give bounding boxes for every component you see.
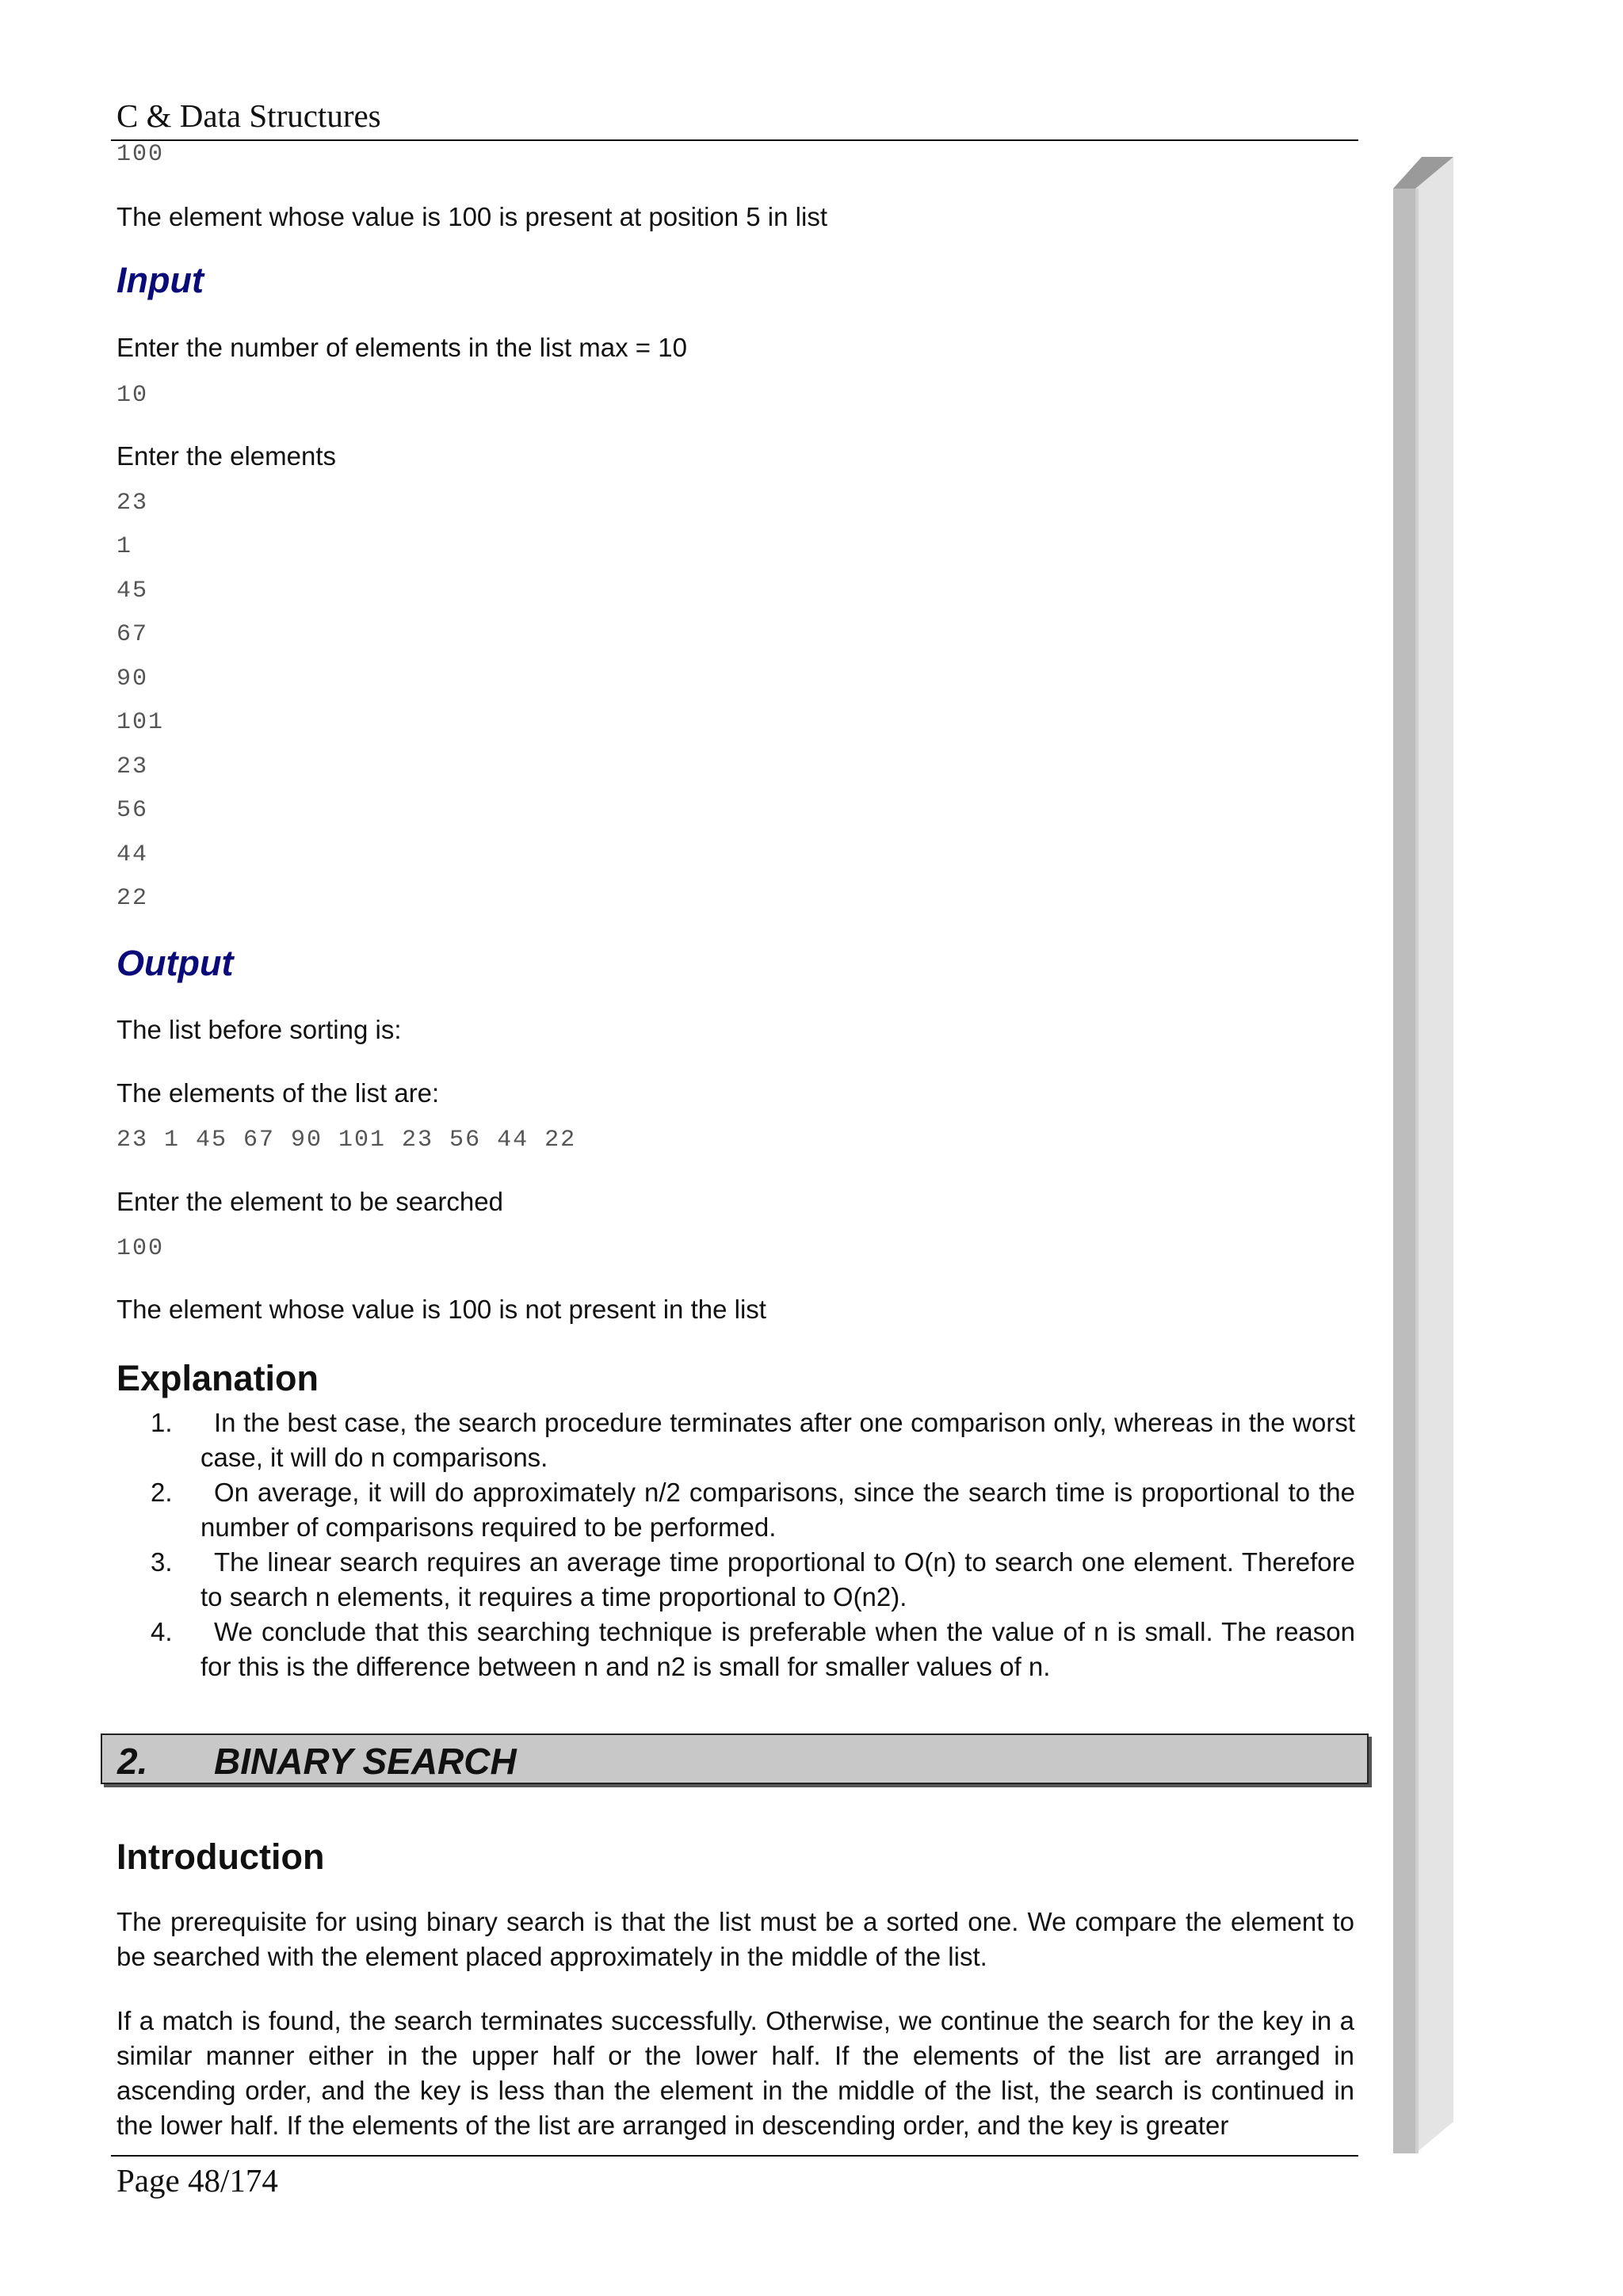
introduction-paragraph-2: If a match is found, the search terminates successfully. Otherwise, we continue the search for the key in a similar manner either in the upper half or the lower half. If the elements of the list are arranged in ascending order, and the key is less than the element in the middle of the list, the search is continued in the lower half. If the elements of the list are arranged in descending order, and the key is greater — [116, 2006, 1354, 2140]
input-element: 45 — [116, 578, 149, 605]
count-value: 10 — [116, 382, 149, 409]
previous-input-value: 100 — [116, 141, 165, 168]
input-element: 90 — [116, 666, 149, 692]
footer-rule — [111, 2155, 1358, 2157]
before-sorting-line: The list before sorting is: — [116, 1015, 402, 1044]
input-element: 101 — [116, 709, 165, 736]
explanation-item: 1. In the best case, the search procedure terminates after one comparison only, whereas in the worst case, it will do n comparisons. — [151, 1408, 1355, 1472]
explanation-list — [151, 1405, 1355, 1684]
introduction-paragraph-1: The prerequisite for using binary search is that the list must be a sorted one. We compare the element to be searched with the element placed approximately in the middle of the list. — [116, 1907, 1354, 1971]
decorative-side-bar — [1387, 151, 1458, 2163]
input-element: 23 — [116, 753, 149, 780]
header-rule — [111, 139, 1358, 141]
section-title: BINARY SEARCH — [214, 1741, 517, 1782]
count-prompt: Enter the number of elements in the list max = 10 — [116, 333, 687, 362]
input-element: 23 — [116, 490, 149, 517]
not-present-line: The element whose value is 100 is not present in the list — [116, 1295, 766, 1324]
previous-result-line: The element whose value is 100 is present at position 5 in list — [116, 202, 827, 231]
running-header: C & Data Structures — [116, 97, 381, 134]
explanation-item: 2. On average, it will do approximately n/2 comparisons, since the search time is proportional to the number of comparisons required to be performed. — [151, 1478, 1355, 1542]
input-element: 22 — [116, 885, 149, 912]
introduction-heading: Introduction — [116, 1836, 325, 1877]
input-element: 1 — [116, 533, 133, 560]
search-prompt: Enter the element to be searched — [116, 1187, 503, 1216]
input-element: 56 — [116, 797, 149, 824]
output-heading: Output — [116, 943, 234, 983]
explanation-item: 4. We conclude that this searching technique is preferable when the value of n is small. The reason for this is the difference between n and n2 is small for smaller values of n. — [151, 1617, 1355, 1681]
page-number: Page 48/174 — [116, 2162, 278, 2199]
explanation-heading: Explanation — [116, 1358, 319, 1398]
explanation-item: 3. The linear search requires an average time proportional to O(n) to search one element. Therefore to search n elements, it requires a time proportional to O(n2). — [151, 1547, 1355, 1611]
elements-line: 23 1 45 67 90 101 23 56 44 22 — [116, 1127, 577, 1154]
search-value: 100 — [116, 1235, 165, 1262]
elements-prompt: Enter the elements — [116, 441, 336, 471]
input-heading: Input — [116, 260, 204, 300]
input-element: 67 — [116, 621, 149, 648]
elements-label: The elements of the list are: — [116, 1078, 440, 1108]
input-element: 44 — [116, 841, 149, 868]
section-number: 2. — [117, 1741, 148, 1782]
